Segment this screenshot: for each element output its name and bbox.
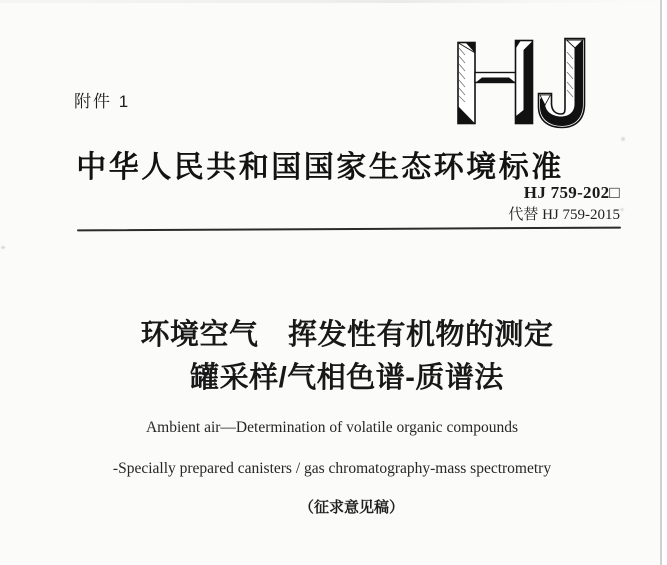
- scan-speck: [1, 246, 5, 249]
- english-title-line2: -Specially prepared canisters / gas chromatography-mass spectrometry: [112, 460, 552, 477]
- standard-number: HJ 759-202□: [523, 183, 620, 202]
- scan-top-smudge: [0, 0, 667, 3]
- scan-speck: [621, 137, 625, 141]
- scan-speck: [620, 208, 624, 211]
- document-title-line2: 罐采样/气相色谱-质谱法: [190, 362, 504, 394]
- english-title-line1: Ambient air—Determination of volatile organic compounds: [145, 419, 519, 436]
- header-divider-rule: [77, 227, 621, 232]
- document-title-line1: 环境空气 挥发性有机物的测定: [140, 319, 554, 351]
- replaces-note: 代替 HJ 759-2015: [508, 207, 620, 223]
- page-heading: 中华人民共和国国家生态环境标准: [76, 151, 564, 184]
- hj-logo-icon: [455, 36, 593, 130]
- scan-right-margin: [662, 0, 667, 565]
- attachment-label: 附件 1: [74, 92, 131, 111]
- draft-status-note: （征求意见稿）: [298, 499, 404, 516]
- document-title: [27, 314, 667, 400]
